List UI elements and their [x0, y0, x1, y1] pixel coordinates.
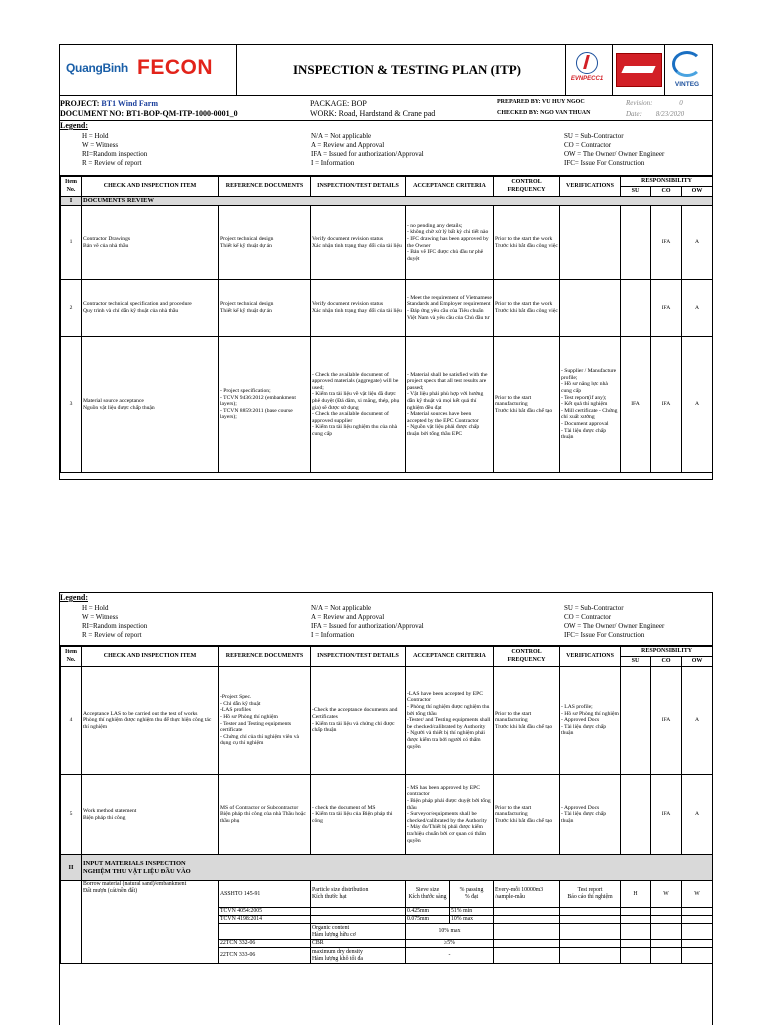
- cell-accept: -LAS have been accepted by EPC Contractor - Phòng thí nghiệm được nghiệm thu bởi tổng thầu -Tester/ and Testing equipments shall be checked/calibrated by Authority - Người và thiết bị thí nghiệm phải được kiểm tra bởi người có thẩm quyền: [406, 667, 494, 775]
- work: WORK: Road, Hardstand & Crane pad: [310, 109, 436, 118]
- cell-check: Material source acceptance Nguồn vật liệu được chấp thuận: [82, 337, 219, 473]
- revision: Revision: 0: [626, 99, 683, 107]
- cell-accept: - Meet the requirement of Vietnamese Standards and Employer requirement - Đáp ứng yêu cầu của Tiêu chuẩn Việt Nam và yêu cầu của Chủ đầu tư: [406, 280, 494, 337]
- cell-verif: - Supplier / Manufacture profile; - Hồ sơ năng lực nhà cung cấp - Test report(if any); - Kết quả thí nghiệm - Mill certificate - Chứng chỉ xuất xưởng - Document approval - Tài liệu được chấp thuận: [560, 337, 621, 473]
- cell-ow: A: [682, 667, 713, 775]
- cell-check: Contractor technical specification and procedure Quy trình và chỉ dẫn kỹ thuật của nhà thầu: [82, 280, 219, 337]
- document-header: [60, 45, 712, 96]
- vinteg-swirl-icon: [672, 51, 702, 77]
- section-row: II INPUT MATERIALS INSPECTION NGHIỆM THU VẬT LIỆU ĐẦU VÀO: [61, 855, 713, 881]
- cell-su: [621, 667, 651, 775]
- document-number: DOCUMENT NO: BT1-BOP-QM-ITP-1000-0001_0: [60, 109, 238, 118]
- cell-ow: A: [682, 775, 713, 855]
- cell-co: IFA: [651, 775, 682, 855]
- cell-co: IFA: [651, 667, 682, 775]
- table-row: TCVN 4198:2014 0.075mm 10% max: [61, 916, 713, 924]
- cell-no: 2: [61, 280, 82, 337]
- table-row: [61, 775, 713, 855]
- date: Date: 8/23/2020: [626, 110, 685, 118]
- legend: Legend: H = Hold W = Witness RI=Random inspection R = Review of report N/A = Not applicable A = Review and Approval IFA = Issued for authorization/Approval I = Information SU = Sub-Contractor CO = Contractor OW = The Owner/ Owner Engineer IFC= Issue For Construction: [60, 121, 712, 176]
- itp-table-page-2: Item No. CHECK AND INSPECTION ITEM REFERENCE DOCUMENTS INSPECTION/TEST DETAILS ACCEPTANCE CRITERIA CONTROL FREQUENCY VERIFICATIONS RESPONSIBILITY SU CO OW 4 Acceptance LAS to be carried out the test of works Phòng thí nghiệm được nghiệm thu để thực hiện công tác thí nghiệm -Project Spec. - Chỉ dẫn kỹ thuật -LAS profiles - Hồ sơ Phòng thí nghiệm - Tester and Testing equipments certificate - Chứng chỉ của thí nghiệm viên và dụng cụ thí nghiệm -Check the acceptance documents and Certificates - Kiểm tra tài liệu và chứng chỉ được chấp thuận -LAS have been accepted by EPC Contractor - Phòng thí nghiệm được nghiệm thu bởi tổng thầu -Tester/ and Testing equipments shall be checked/calibrated by Authority - Người và thiết bị thí nghiệm phải được kiểm tra bởi người có thẩm quyền Prior to the start manufacturing Trước khi bắt đầu chế tạo - LAS profile; - Hồ sơ Phòng thí nghiệm - Approved Docs - Tài liệu được chấp thuận IFA A 5 Work method statement Biện pháp thi công MS of Contractor or Subcontractor Biện pháp thi công của nhà Thầu hoặc thầu phụ - check the document of MS - Kiểm tra tài liệu của Biện pháp thi công - MS has been approved by EPC contractor - Biện pháp phải được duyệt bởi tổng thầu - Surveyor/equipments shall be checked/calibrated by the Authority - Máy đo/Thiết bị phải được kiểm tra/hiệu chuẩn bởi cơ quan có thẩm quyền Prior to the start manufacturing Trước khi bắt đầu chế tạo - Approved Docs - Tài liệu được chấp thuận IFA A II INPUT MATERIALS INSPECTION NGHIỆM THU VẬT LIỆU ĐẦU VÀO Borrow material (natural sand)/embankment Đất mượn (cát/nền đất) ASSHTO 145-91 Particle size distribution Kích thước hạt Sieve size Kích thước sàng % passing % đạt Every-mỗi 10000m3 /sample-mẫu Test report Báo cáo thí nghiệm H W W TCVN 4054:2005 0.425mm 51% min TCVN 4198:2014 0.075mm 10% max Organic content Hàm lượng hữu cơ 10% max 22TCN 332-06 CBR ≥5% 22TCN 333-06 maximum dry density Hàm lượng khô tối đa -: [60, 646, 713, 964]
- itp-page-2: [59, 592, 713, 1025]
- lilama-logo: [616, 53, 662, 87]
- cell-insp: -Check the acceptance documents and Certificates - Kiểm tra tài liệu và chứng chỉ được chấp thuận: [311, 667, 406, 775]
- table-row: TCVN 4054:2005 0.425mm 51% min: [61, 908, 713, 916]
- cell-ow: A: [682, 337, 713, 473]
- cell-control: Prior to the start manufacturing Trước khi bắt đầu chế tạo: [494, 337, 560, 473]
- cell-co: IFA: [651, 280, 682, 337]
- quangbinh-logo: QuangBinh: [66, 61, 128, 75]
- table-row: [61, 667, 713, 775]
- cell-ref: - Project specification; - TCVN 9436:2012 (embankment layers); - TCVN 8859:2011 (base course layers);: [219, 337, 311, 473]
- cell-no: 5: [61, 775, 82, 855]
- rows-page-2: [61, 667, 713, 855]
- legend-title: Legend:: [60, 121, 88, 130]
- evnpecc1-logo: EVNPECC1: [567, 50, 607, 90]
- cell-verif: - LAS profile; - Hồ sơ Phòng thí nghiệm - Approved Docs - Tài liệu được chấp thuận: [560, 667, 621, 775]
- cell-insp: - Check the available document of approved materials (aggregate) will be used; - Kiểm tra tài liệu về vật liệu đã được phê duyệt (Đá dăm, xi măng, thép, phụ gia) sẽ được sử dụng - Check the available document of approved supplier - Kiểm tra tài liệu nghiệm thu của nhà cung cấp: [311, 337, 406, 473]
- table-row: [61, 337, 713, 473]
- cell-su: [621, 280, 651, 337]
- cell-su: IFA: [621, 337, 651, 473]
- checked-by: CHECKED BY: NGO VAN THUAN: [497, 110, 591, 116]
- table-row: [61, 280, 713, 337]
- table-row: [61, 206, 713, 280]
- cell-insp: Verify document revision status Xác nhận tình trạng thay đổi của tài liệu: [311, 280, 406, 337]
- itp-table-page-1: Item No. CHECK AND INSPECTION ITEM REFERENCE DOCUMENTS INSPECTION/TEST DETAILS ACCEPTANCE CRITERIA CONTROL FREQUENCY VERIFICATIONS RESPONSIBILITY SU CO OW I DOCUMENTS REVIEW 1 Contractor Drawings Bản vẽ của nhà thầu Project technical design Thiết kế kỹ thuật dự án Verify document revision status Xác nhận tình trạng thay đổi của tài liệu - no pending any details; - không chờ xử lý bất kỳ chi tiết nào - IFC drawing has been approved by the Owner - Bản vẽ IFC được chủ đầu tư phê duyệt Prior to the start the work Trước khi bắt đầu công việc IFA A 2 Contractor technical specification and procedure Quy trình và chỉ dẫn kỹ thuật của nhà thầu Project technical design Thiết kế kỹ thuật dự án Verify document revision status Xác nhận tình trạng thay đổi của tài liệu - Meet the requirement of Vietnamese Standards and Employer requirement - Đáp ứng yêu cầu của Tiêu chuẩn Việt Nam và yêu cầu của Chủ đầu tư Prior to the start the work Trước khi bắt đầu công việc IFA A 3 Material source acceptance Nguồn vật liệu được chấp thuận - Project specification; - TCVN 9436:2012 (embankment layers); - TCVN 8859:2011 (base course layers); - Check the available document of approved materials (aggregate) will be used; - Kiểm tra tài liệu về vật liệu đã được phê duyệt (Đá dăm, xi măng, thép, phụ gia) sẽ được sử dụng - Check the available document of approved supplier - Kiểm tra tài liệu nghiệm thu của nhà cung cấp - Material shall be satisfied with the project specs that all test results are passed; - Vật liệu phải phù hợp với hướng dẫn kỹ thuật và mọi kết quả thí nghiệm đều đạt - Material sources have been accepted by the EPC Contractor - Nguồn vật liệu phải được chấp thuận bởi tổng thầu EPC Prior to the start manufacturing Trước khi bắt đầu chế tạo - Supplier / Manufacture profile; - Hồ sơ năng lực nhà cung cấp - Test report(if any); - Kết quả thí nghiệm - Mill certificate - Chứng chỉ xuất xưởng - Document approval - Tài liệu được chấp thuận IFA IFA A: [60, 176, 713, 473]
- cell-su: [621, 206, 651, 280]
- cell-accept: - Material shall be satisfied with the project specs that all test results are passed; - Vật liệu phải phù hợp với hướng dẫn kỹ thuật và mọi kết quả thí nghiệm đều đạt - Material sources have been accepted by the EPC Contractor - Nguồn vật liệu phải được chấp thuận bởi tổng thầu EPC: [406, 337, 494, 473]
- document-title: INSPECTION & TESTING PLAN (ITP): [292, 62, 522, 77]
- cell-control: Prior to the start the work Trước khi bắt đầu công việc: [494, 206, 560, 280]
- cell-control: Prior to the start the work Trước khi bắt đầu công việc: [494, 280, 560, 337]
- cell-no: 3: [61, 337, 82, 473]
- legend: Legend: H = Hold W = Witness RI=Random inspection R = Review of report N/A = Not applicable A = Review and Approval IFA = Issued for authorization/Approval I = Information SU = Sub-Contractor CO = Contractor OW = The Owner/ Owner Engineer IFC= Issue For Construction: [60, 593, 712, 646]
- itp-page-1: [59, 44, 713, 480]
- fecon-logo: FECON: [137, 56, 213, 79]
- prepared-by: PREPARED BY: VU HUY NGOC: [497, 99, 585, 105]
- table-row: Borrow material (natural sand)/embankment Đất mượn (cát/nền đất) ASSHTO 145-91 Particle size distribution Kích thước hạt Sieve size Kích thước sàng % passing % đạt Every-mỗi 10000m3 /sample-mẫu Test report Báo cáo thí nghiệm H W W: [61, 881, 713, 908]
- cell-verif: [560, 280, 621, 337]
- cell-control: Prior to the start manufacturing Trước khi bắt đầu chế tạo: [494, 667, 560, 775]
- table-row: 22TCN 332-06 CBR ≥5%: [61, 940, 713, 948]
- vinteg-logo: VINTEG: [667, 51, 707, 91]
- cell-ref: -Project Spec. - Chỉ dẫn kỹ thuật -LAS profiles - Hồ sơ Phòng thí nghiệm - Tester and Testing equipments certificate - Chứng chỉ của thí nghiệm viên và dụng cụ thí nghiệm: [219, 667, 311, 775]
- cell-co: IFA: [651, 337, 682, 473]
- cell-su: [621, 775, 651, 855]
- cell-accept: - MS has been approved by EPC contractor - Biện pháp phải được duyệt bởi tổng thầu - Surveyor/equipments shall be checked/calibrated by the Authority - Máy đo/Thiết bị phải được kiểm tra/hiệu chuẩn bởi cơ quan có thẩm quyền: [406, 775, 494, 855]
- cell-verif: [560, 206, 621, 280]
- cell-ow: A: [682, 280, 713, 337]
- cell-no: 4: [61, 667, 82, 775]
- table-row: 22TCN 333-06 maximum dry density Hàm lượng khô tối đa -: [61, 948, 713, 964]
- rows-page-1: [61, 206, 713, 473]
- evn-emblem-icon: [576, 52, 598, 74]
- cell-verif: - Approved Docs - Tài liệu được chấp thuận: [560, 775, 621, 855]
- cell-ref: Project technical design Thiết kế kỹ thuật dự án: [219, 280, 311, 337]
- project-line: PROJECT: BT1 Wind Farm: [60, 99, 159, 108]
- project-info: [60, 96, 712, 121]
- cell-insp: Verify document revision status Xác nhận tình trạng thay đổi của tài liệu: [311, 206, 406, 280]
- cell-no: 1: [61, 206, 82, 280]
- cell-check: Contractor Drawings Bản vẽ của nhà thầu: [82, 206, 219, 280]
- cell-ref: MS of Contractor or Subcontractor Biện pháp thi công của nhà Thầu hoặc thầu phụ: [219, 775, 311, 855]
- cell-control: Prior to the start manufacturing Trước khi bắt đầu chế tạo: [494, 775, 560, 855]
- legend-title: Legend:: [60, 593, 88, 602]
- cell-ref: Project technical design Thiết kế kỹ thuật dự án: [219, 206, 311, 280]
- cell-co: IFA: [651, 206, 682, 280]
- cell-ow: A: [682, 206, 713, 280]
- cell-check: Acceptance LAS to be carried out the test of works Phòng thí nghiệm được nghiệm thu để thực hiện công tác thí nghiệm: [82, 667, 219, 775]
- table-row: Organic content Hàm lượng hữu cơ 10% max: [61, 924, 713, 940]
- cell-insp: - check the document of MS - Kiểm tra tài liệu của Biện pháp thi công: [311, 775, 406, 855]
- cell-check: Work method statement Biện pháp thi công: [82, 775, 219, 855]
- section-row: I DOCUMENTS REVIEW: [61, 197, 713, 206]
- package: PACKAGE: BOP: [310, 99, 367, 108]
- cell-accept: - no pending any details; - không chờ xử lý bất kỳ chi tiết nào - IFC drawing has been approved by the Owner - Bản vẽ IFC được chủ đầu tư phê duyệt: [406, 206, 494, 280]
